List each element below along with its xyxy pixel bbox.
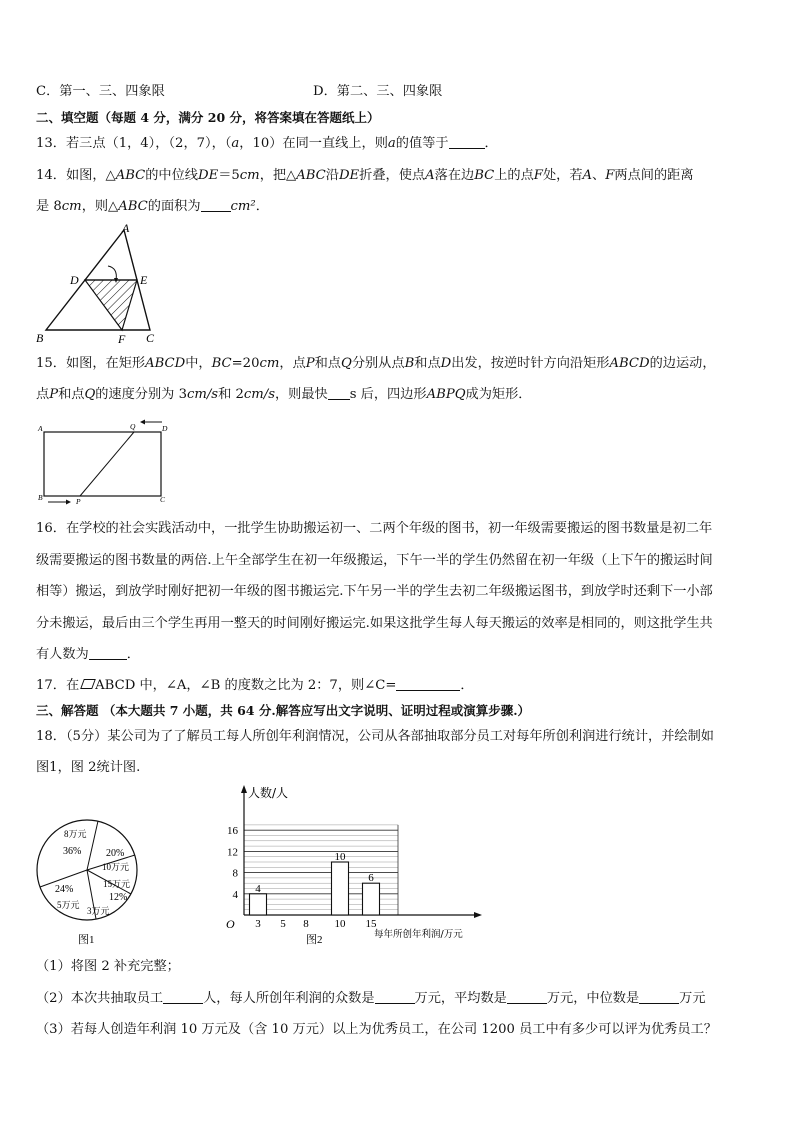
bar-value-label: 10 (334, 851, 346, 863)
x-tick-label: 5 (280, 918, 286, 930)
bar (250, 894, 267, 915)
question-16-line-5: 有人数为 ． (36, 647, 140, 662)
bar-value-label: 4 (255, 882, 261, 895)
question-16-line-4: 分未搬运，最后由三个学生再用一整天的时间刚好搬运完.如果这批学生每人每天搬运的效率是相同的，则这批学生共 (36, 616, 713, 631)
answer-blank (449, 136, 485, 149)
figure-caption: 图1 (78, 934, 95, 946)
question-15-line-2: 点P和点Q的速度分别为 3cm/s和 2cm/s，则最快 s 后，四边形ABPQ成为矩形． (36, 387, 532, 402)
figure-caption: 图2 (306, 934, 323, 946)
x-tick-label: 10 (334, 918, 346, 930)
slice-percent: 24% (55, 884, 74, 895)
question-16-line-2: 级需要搬运的图书数量的两倍.上午全部学生在初一年级搬运，下午一半的学生仍然留在初一年级（上下午的搬运时间 (36, 553, 713, 568)
question-18-part-1: （1）将图 2 补充完整； (36, 959, 180, 974)
question-14-line-1: 14．如图，△ABC的中位线DE＝5cm，把△ABC沿DE折叠，使点A落在边BC上的点F处，若A、F两点间的距离 (36, 168, 694, 183)
section-heading-fill-blank: 二、填空题（每题 4 分，满分 20 分，将答案填在答题纸上） (36, 110, 380, 125)
x-tick-label: 8 (303, 918, 309, 930)
arrow-q (140, 420, 145, 425)
rectangle-abcd (44, 432, 161, 496)
y-tick-label: 12 (227, 846, 238, 859)
label-b: B (36, 331, 44, 344)
slice-percent: 12% (109, 892, 128, 903)
bar-chart-figure-2 (214, 780, 484, 950)
choice-d: D．第二、三、四象限 (313, 84, 443, 99)
question-18-line-1: 18．（5分）某公司为了了解员工每人所创年利润情况，公司从各部抽取部分员工对每年所创利润进行统计，并绘制如 (36, 729, 714, 744)
pie-divider (87, 821, 98, 870)
parallelogram-icon (80, 679, 96, 689)
question-16-line-3: 相等）搬运，到放学时刚好把初一年级的图书搬运完.下午另一半的学生去初二年级搬运图书，到放学时还剩下一小部 (36, 584, 713, 599)
label-e: E (140, 273, 148, 287)
answer-blank (89, 647, 127, 660)
label-c: C (146, 331, 155, 344)
answer-blank (639, 991, 679, 1004)
label-p: P (76, 497, 81, 506)
slice-percent: 36% (63, 846, 82, 857)
label-a: A (122, 222, 130, 235)
bar (363, 883, 380, 915)
answer-blank (328, 387, 350, 400)
segment-pq (80, 432, 134, 496)
slice-label: 3万元 (87, 906, 110, 916)
slice-percent: 20% (106, 848, 125, 859)
slice-label: 15万元 (103, 879, 131, 889)
label-q: Q (130, 422, 136, 431)
y-axis-label: 人数/人 (248, 786, 289, 800)
slice-label: 5万元 (57, 900, 80, 910)
x-axis-arrow (474, 912, 482, 918)
slice-label: 10万元 (102, 862, 130, 872)
pie-chart-figure-1 (34, 812, 146, 950)
question-14-line-2: 是 8cm，则△ABC的面积为 cm²． (36, 199, 269, 214)
x-axis-label: 每年所创年利润/万元 (374, 929, 463, 940)
y-tick-label: 4 (232, 888, 238, 901)
slice-label: 8万元 (64, 829, 87, 839)
answer-blank (201, 199, 231, 212)
label-c: C (160, 495, 166, 504)
y-tick-label: 16 (227, 825, 238, 838)
origin-label: O (226, 917, 235, 931)
x-tick-label: 3 (255, 918, 261, 930)
section-heading-answer: 三、解答题 （本大题共 7 小题，共 64 分.解答应写出文字说明、证明过程或演算步骤.） (36, 703, 531, 718)
answer-blank (375, 991, 415, 1004)
fold-arrow (108, 266, 116, 280)
question-16-line-1: 16．在学校的社会实践活动中，一批学生协助搬运初一、二两个年级的图书，初一年级需要搬运的图书数量是初二年 (36, 521, 713, 536)
bar-value-label: 6 (368, 872, 374, 885)
y-tick-label: 8 (232, 867, 238, 880)
question-18-part-3: （3）若每人创造年利润 10 万元及（含 10 万元）以上为优秀员工，在公司 1200 员工中有多少可以评为优秀员工？ (36, 1022, 717, 1037)
label-a: A (38, 424, 43, 433)
label-f: F (118, 332, 126, 344)
rectangle-figure (34, 414, 174, 506)
label-b: B (38, 493, 43, 502)
label-d: D (70, 273, 79, 287)
answer-blank (396, 678, 460, 691)
question-18-line-2: 图1，图 2统计图. (36, 760, 141, 775)
bar (332, 862, 349, 915)
triangle-figure (34, 222, 164, 344)
arrow-p (66, 500, 71, 505)
y-axis-arrow (241, 785, 247, 793)
answer-blank (163, 991, 203, 1004)
choice-c: C．第一、三、四象限 (36, 84, 165, 99)
question-13: 13．若三点（1，4），（2，7），（a，10）在同一直线上，则a的值等于 ． (36, 136, 498, 151)
x-tick-label: 15 (365, 918, 377, 930)
question-18-part-2: （2）本次共抽取员工 人，每人所创年利润的众数是 万元，平均数是 万元，中位数是 万元 (36, 991, 706, 1006)
folded-triangle (85, 280, 137, 330)
question-17: 17．在 ABCD 中，∠A，∠B 的度数之比为 2：7，则∠C= ． (36, 678, 474, 693)
answer-blank (507, 991, 547, 1004)
label-d: D (162, 424, 168, 433)
question-15-line-1: 15．如图，在矩形ABCD中，BC=20cm，点P和点Q分别从点B和点D出发，按逆时针方向沿矩形ABCD的边运动， (36, 356, 716, 371)
